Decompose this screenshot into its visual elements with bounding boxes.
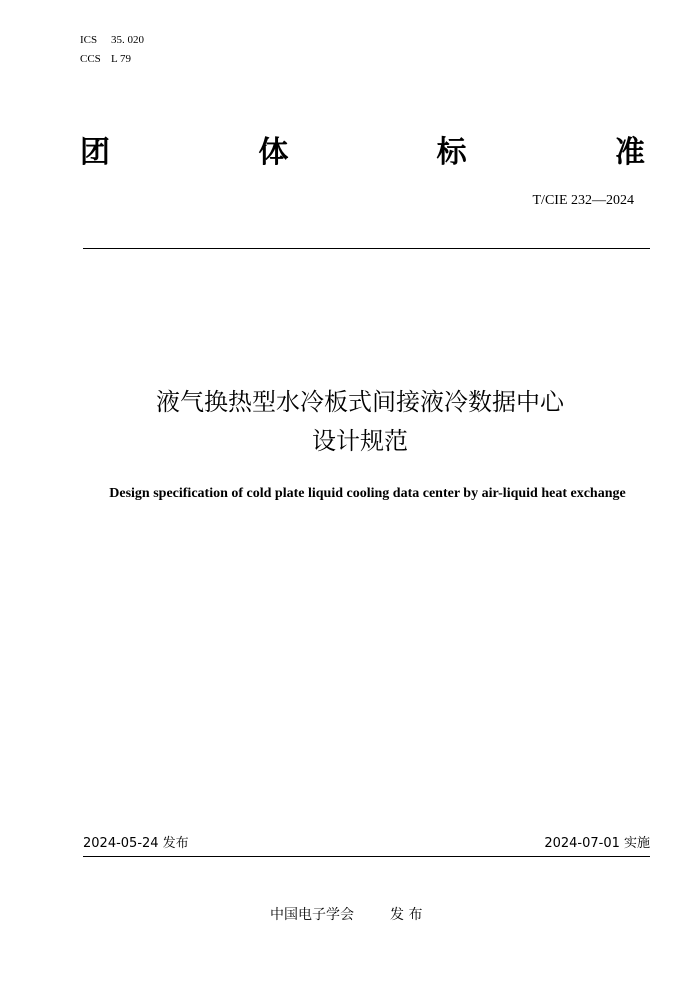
- top-divider: [83, 248, 650, 249]
- ics-value: 35. 020: [111, 34, 144, 46]
- ccs-code: [80, 52, 131, 66]
- ics-code: [80, 33, 144, 47]
- issue-date: 2024-05-24 发布: [83, 836, 189, 851]
- implement-date: 2024-07-01 实施: [544, 836, 650, 851]
- publisher-action: 发 布: [390, 907, 423, 923]
- standard-type-heading: [80, 130, 645, 176]
- standard-type-char: 准: [614, 135, 645, 170]
- standard-type-char: 团: [80, 135, 110, 170]
- standard-type-char: 标: [436, 135, 467, 170]
- title-en: Design specification of cold plate liquid cooling data center by air-liquid heat exchange: [109, 486, 626, 501]
- ccs-label: CCS: [80, 53, 101, 65]
- standard-type-char: 体: [258, 135, 289, 170]
- title-cn-line1: 液气换热型水冷板式间接液冷数据中心: [156, 388, 564, 416]
- bottom-divider: [83, 856, 650, 857]
- publisher-name: 中国电子学会: [270, 907, 354, 923]
- ccs-value: L 79: [111, 53, 132, 65]
- publisher: [270, 905, 422, 925]
- ics-label: ICS: [80, 34, 98, 46]
- title-cn-line2: 设计规范: [312, 427, 408, 455]
- standard-number: T/CIE 232—2024: [532, 193, 634, 208]
